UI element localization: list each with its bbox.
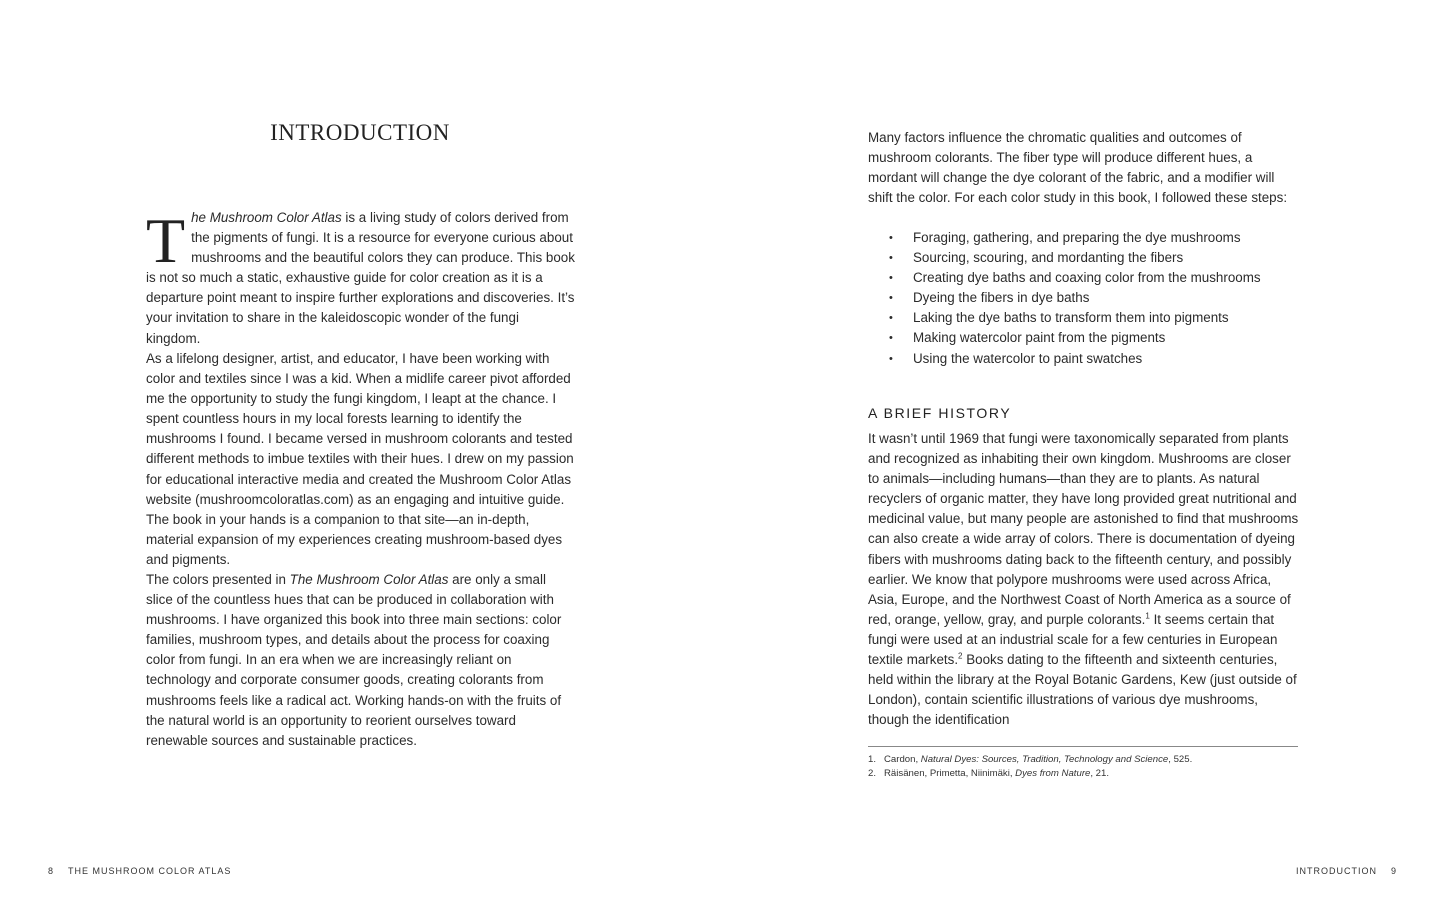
list-item	[868, 288, 1298, 308]
bullet-icon: •	[889, 352, 893, 365]
history-text-a: It wasn’t until 1969 that fungi were taxonomically separated from plants and recognized as inhabiting their own kingdom. Mushrooms are closer to animals—including humans—than they are to plants. As natural recyclers of organic matter, they have long provided great nutritional and medicinal value, but many people are astonished to find that mushrooms can also create a wide array of colors. There is documentation of dyeing fibers with mushrooms dating back to the fifteenth century, and possibly earlier. We know that polypore mushrooms were used across Africa, Asia, Europe, and the Northwest Coast of North America as a source of red, orange, yellow, gray, and purple colorants.	[868, 431, 1299, 627]
list-item-text: Making watercolor paint from the pigments	[913, 330, 1166, 346]
paragraph-3-start: The colors presented in	[146, 572, 290, 587]
left-footer	[48, 866, 231, 876]
footnote	[868, 753, 1298, 767]
right-page	[722, 0, 1445, 903]
footnote-number: 1.	[868, 754, 877, 765]
footnote-author: Räisänen, Primetta, Niinimäki,	[884, 768, 1016, 779]
bullet-icon: •	[889, 232, 893, 244]
bullet-icon: •	[889, 272, 893, 285]
list-item	[868, 228, 1298, 248]
steps-list	[868, 228, 1298, 369]
page-number: 9	[1390, 866, 1397, 876]
list-item	[868, 349, 1298, 369]
footnote-ref[interactable]: 1	[1145, 611, 1150, 621]
list-item-text: Laking the dye baths to transform them into pigments	[913, 310, 1229, 326]
factors-paragraph: Many factors influence the chromatic qualities and outcomes of mushroom colorants. The fiber type will produce different hues, a mordant will change the dye colorant of the fabric, and a modifier will shift the color. For each color study in this book, I followed these steps:	[868, 130, 1288, 206]
history-text-c: Books dating to the fifteenth and sixteenth centuries, held within the library at the Royal Botanic Gardens, Kew (just outside of London), contain scientific illustrations of various dye mushrooms, though the identification	[868, 652, 1297, 728]
list-item-text: Creating dye baths and coaxing color from the mushrooms	[913, 270, 1261, 286]
list-item	[868, 248, 1298, 268]
footnote-divider	[868, 746, 1298, 747]
footnote-author: Cardon,	[884, 754, 921, 765]
footnote-ref[interactable]: 2	[958, 651, 963, 661]
bullet-icon: •	[889, 252, 893, 265]
intro-paragraph-2: As a lifelong designer, artist, and educator, I have been working with color and textiles since I was a kid. When a midlife career pivot afforded me the opportunity to study the fungi kingdom, I leapt at the chance. I spent countless hours in my local forests learning to identify the mushrooms I found. I became versed in mushroom colorants and tested different methods to imbue textiles with their hues. I drew on my passion for educational interactive media and created the Mushroom Color Atlas website (mushroomcoloratlas.com) as an engaging and intuitive guide. The book in your hands is a companion to that site—an in-depth, material expansion of my experiences creating mushroom-based dyes and pigments.	[146, 351, 574, 567]
list-item-text: Sourcing, scouring, and mordanting the fibers	[913, 250, 1184, 266]
page-number: 8	[48, 866, 55, 876]
bullet-icon: •	[889, 292, 893, 305]
history-paragraph	[868, 429, 1300, 730]
bullet-icon: •	[889, 312, 893, 325]
footnote-title: Natural Dyes: Sources, Tradition, Technology and Science	[920, 754, 1169, 765]
drop-cap: T	[146, 205, 186, 276]
history-text-b: It seems certain that fungi were used at an industrial scale for a few centuries in European textile markets.	[868, 611, 1278, 668]
book-title-italic: he Mushroom Color Atlas	[191, 210, 342, 225]
list-item	[868, 308, 1298, 328]
paragraph-3-rest: are only a small slice of the countless hues that can be produced in collaboration with mushrooms. I have organized this book into three main sections: color families, mushroom types, and details about the process for coaxing color from fungi. In an era when we are increasingly reliant on technology and corporate consumer goods, creating colorants from mushrooms feels like a radical act. Working hands-on with the fruits of the natural world is an opportunity to reorient ourselves toward renewable sources and sustainable practices.	[146, 572, 562, 748]
list-item	[868, 268, 1298, 288]
intro-paragraph-1-text: is a living study of colors derived from the pigments of fungi. It is a resource for everyone curious about mushrooms and the beautiful colors they can produce. This book is not so much a static, exhaustive guide for color creation as it is a departure point meant to inspire further explorations and discoveries. It’s your invitation to share in the kaleidoscopic wonder of the fungi kingdom.	[146, 210, 575, 346]
list-item-text: Using the watercolor to paint swatches	[913, 350, 1143, 366]
chapter-title: INTRODUCTION	[270, 120, 450, 145]
list-item-text: Dyeing the fibers in dye baths	[913, 290, 1090, 306]
right-footer	[1296, 866, 1397, 876]
intro-paragraph-1	[146, 205, 576, 349]
footnotes	[868, 753, 1298, 781]
list-item-text: Foraging, gathering, and preparing the dye mushrooms	[913, 230, 1241, 245]
running-head: INTRODUCTION	[1295, 866, 1377, 876]
footnote-page: , 525.	[1168, 754, 1193, 765]
footnote-number: 2.	[868, 768, 877, 779]
book-title-italic: The Mushroom Color Atlas	[289, 572, 449, 587]
footnote	[868, 767, 1298, 781]
section-heading: A BRIEF HISTORY	[868, 405, 1012, 421]
footnote-title: Dyes from Nature	[1015, 768, 1091, 779]
list-item	[868, 328, 1298, 348]
bullet-icon: •	[889, 332, 893, 345]
intro-paragraph-3	[146, 570, 576, 751]
footnote-page: , 21.	[1090, 768, 1110, 779]
left-page	[0, 0, 722, 903]
running-head: THE MUSHROOM COLOR ATLAS	[68, 866, 232, 876]
